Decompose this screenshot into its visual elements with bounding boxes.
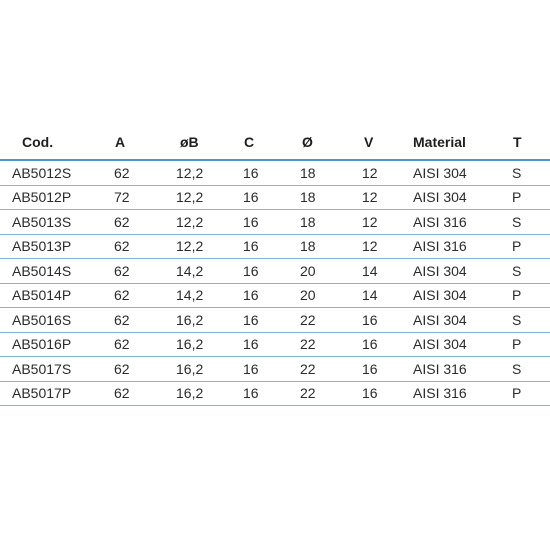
cell-b: 16,2 — [176, 336, 204, 353]
table-row — [0, 161, 550, 186]
cell-t: S — [512, 262, 522, 279]
cell-c: 16 — [243, 164, 259, 181]
cell-t: S — [512, 360, 522, 377]
header-t: T — [513, 134, 522, 150]
header-a: A — [115, 134, 126, 150]
cell-t: S — [512, 311, 522, 328]
cell-t: P — [512, 336, 522, 353]
cell-c: 16 — [243, 287, 259, 304]
table-row — [0, 382, 550, 407]
cell-t: P — [512, 238, 522, 255]
header-v: V — [364, 134, 374, 150]
cell-c: 16 — [243, 262, 259, 279]
table-row — [0, 186, 550, 211]
cell-t: S — [512, 213, 522, 230]
cell-a: 62 — [114, 238, 130, 255]
header-b: øB — [180, 134, 199, 150]
cell-v: 16 — [362, 336, 378, 353]
header-diameter: Ø — [302, 134, 313, 150]
header-c: C — [244, 134, 255, 150]
cell-diameter: 18 — [300, 164, 316, 181]
table-row — [0, 284, 550, 309]
cell-a: 62 — [114, 213, 130, 230]
spec-table — [0, 125, 550, 406]
table-row — [0, 210, 550, 235]
cell-code: AB5013S — [12, 213, 72, 230]
cell-material: AISI 316 — [413, 360, 467, 377]
cell-c: 16 — [243, 336, 259, 353]
cell-code: AB5014P — [12, 287, 72, 304]
table-row — [0, 308, 550, 333]
cell-code: AB5016S — [12, 311, 72, 328]
cell-c: 16 — [243, 360, 259, 377]
cell-code: AB5016P — [12, 336, 72, 353]
cell-a: 62 — [114, 164, 130, 181]
cell-v: 14 — [362, 262, 378, 279]
table-row — [0, 235, 550, 260]
cell-code: AB5017S — [12, 360, 72, 377]
cell-v: 14 — [362, 287, 378, 304]
cell-material: AISI 316 — [413, 238, 467, 255]
cell-t: S — [512, 164, 522, 181]
cell-v: 12 — [362, 189, 378, 206]
cell-t: P — [512, 385, 522, 402]
cell-v: 12 — [362, 164, 378, 181]
cell-material: AISI 304 — [413, 164, 467, 181]
cell-diameter: 18 — [300, 238, 316, 255]
cell-v: 16 — [362, 311, 378, 328]
cell-material: AISI 304 — [413, 262, 467, 279]
cell-code: AB5012P — [12, 189, 72, 206]
cell-a: 62 — [114, 262, 130, 279]
cell-a: 62 — [114, 336, 130, 353]
cell-v: 16 — [362, 385, 378, 402]
cell-t: P — [512, 189, 522, 206]
cell-material: AISI 304 — [413, 311, 467, 328]
cell-b: 16,2 — [176, 360, 204, 377]
cell-b: 12,2 — [176, 238, 204, 255]
cell-code: AB5013P — [12, 238, 72, 255]
cell-t: P — [512, 287, 522, 304]
cell-a: 62 — [114, 287, 130, 304]
cell-material: AISI 304 — [413, 287, 467, 304]
cell-a: 72 — [114, 189, 130, 206]
cell-b: 14,2 — [176, 262, 204, 279]
cell-v: 12 — [362, 213, 378, 230]
cell-material: AISI 316 — [413, 213, 467, 230]
cell-code: AB5012S — [12, 164, 72, 181]
cell-material: AISI 316 — [413, 385, 467, 402]
cell-v: 12 — [362, 238, 378, 255]
cell-material: AISI 304 — [413, 189, 467, 206]
cell-diameter: 22 — [300, 360, 316, 377]
cell-b: 16,2 — [176, 385, 204, 402]
cell-b: 12,2 — [176, 189, 204, 206]
cell-diameter: 18 — [300, 213, 316, 230]
cell-diameter: 22 — [300, 385, 316, 402]
cell-v: 16 — [362, 360, 378, 377]
cell-code: AB5017P — [12, 385, 72, 402]
table-row — [0, 357, 550, 382]
header-material: Material — [413, 134, 466, 150]
cell-b: 12,2 — [176, 164, 204, 181]
cell-a: 62 — [114, 311, 130, 328]
cell-c: 16 — [243, 213, 259, 230]
cell-diameter: 22 — [300, 311, 316, 328]
table-body — [0, 161, 550, 406]
cell-diameter: 18 — [300, 189, 316, 206]
cell-c: 16 — [243, 385, 259, 402]
cell-b: 14,2 — [176, 287, 204, 304]
cell-c: 16 — [243, 311, 259, 328]
cell-a: 62 — [114, 385, 130, 402]
table-row — [0, 259, 550, 284]
cell-b: 16,2 — [176, 311, 204, 328]
cell-b: 12,2 — [176, 213, 204, 230]
cell-a: 62 — [114, 360, 130, 377]
table-header-row — [0, 125, 550, 161]
table-row — [0, 333, 550, 358]
cell-c: 16 — [243, 189, 259, 206]
cell-c: 16 — [243, 238, 259, 255]
cell-material: AISI 304 — [413, 336, 467, 353]
cell-code: AB5014S — [12, 262, 72, 279]
cell-diameter: 20 — [300, 262, 316, 279]
header-cod: Cod. — [22, 134, 54, 150]
cell-diameter: 22 — [300, 336, 316, 353]
cell-diameter: 20 — [300, 287, 316, 304]
